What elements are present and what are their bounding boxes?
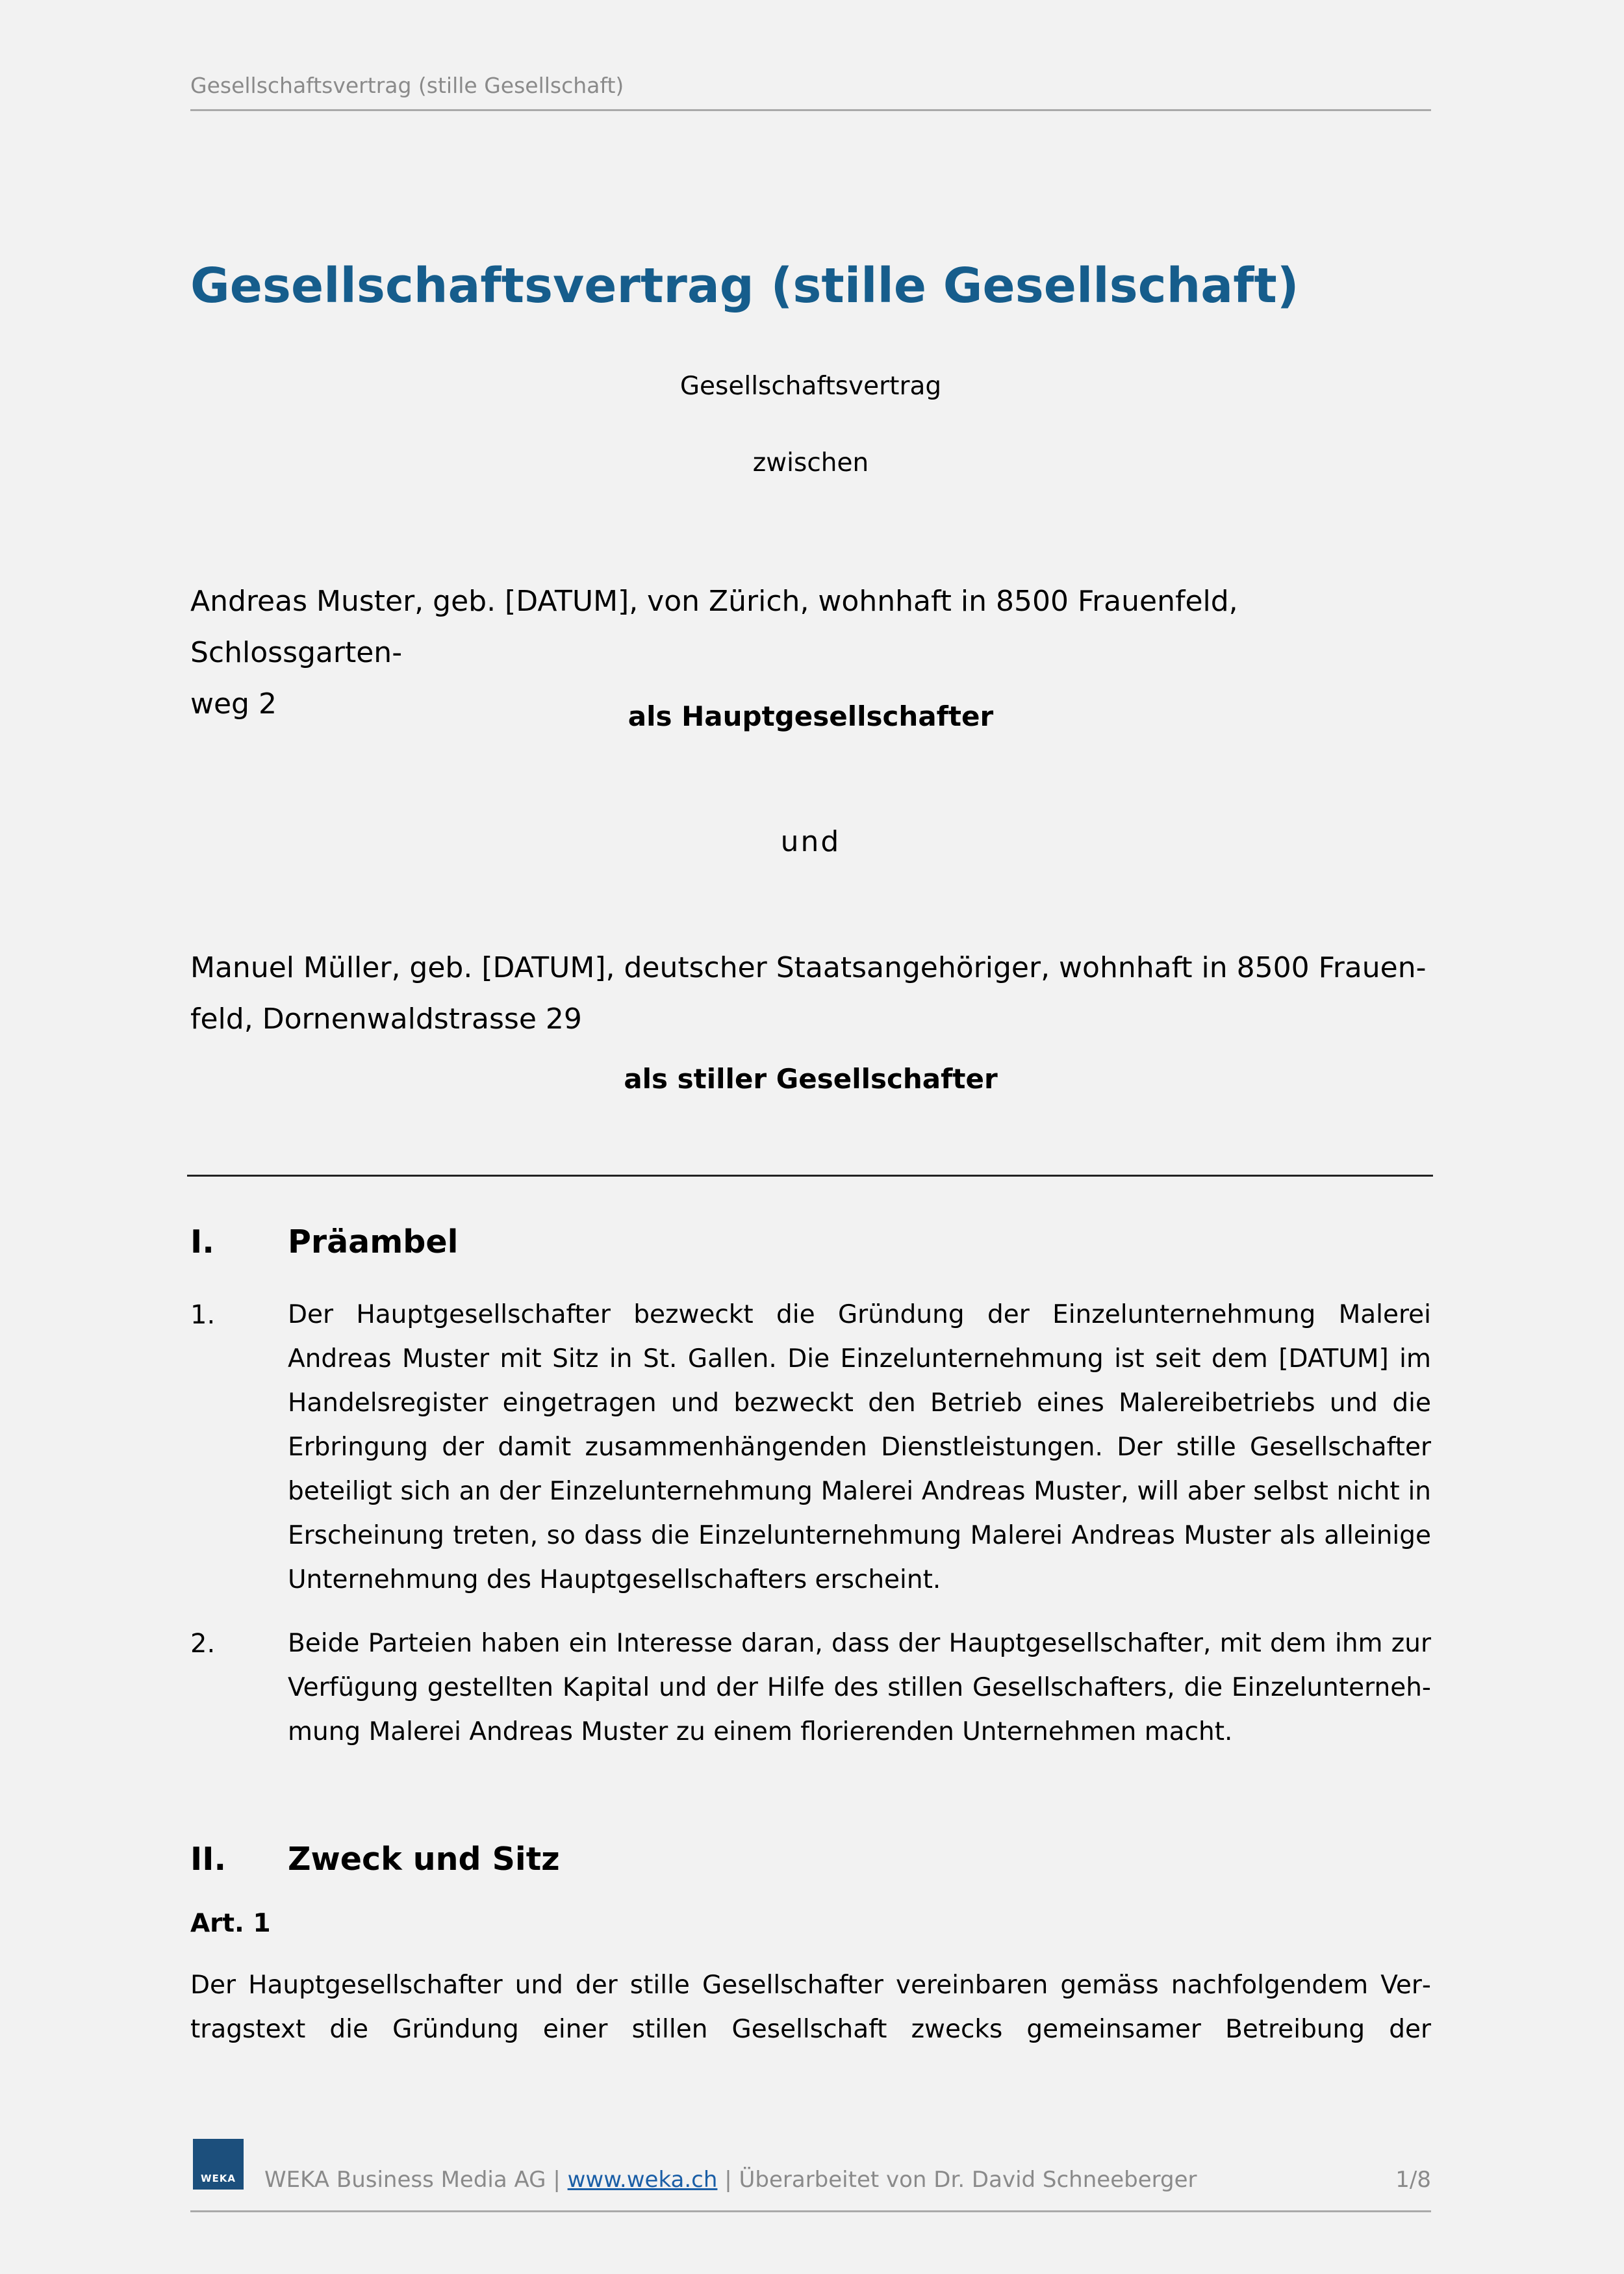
contract-subtitle: Gesellschaftsvertrag: [679, 372, 942, 401]
party1-line1: Andreas Muster, geb. [DATUM], von Zürich, wohnhaft in 8500 Frauenfeld, Schlossgarten-: [190, 585, 1238, 669]
section-heading-purpose: [190, 1841, 560, 1879]
section-number: I.: [190, 1223, 214, 1260]
section-number: II.: [190, 1841, 227, 1878]
party2-line1: Manuel Müller, geb. [DATUM], deutscher Staatsangehöriger, wohnhaft in 8500 Frauen-: [190, 951, 1427, 984]
footer-website-link[interactable]: www.weka.ch: [567, 2167, 718, 2193]
page-number: 1/8: [1395, 2167, 1431, 2193]
party2-details: [190, 942, 1431, 1045]
article-label: Art. 1: [190, 1909, 271, 1938]
party2-role: als stiller Gesellschafter: [624, 1063, 998, 1095]
header-divider: [190, 109, 1431, 111]
running-header: Gesellschaftsvertrag (stille Gesellschaft): [190, 73, 624, 98]
weka-logo-text: WEKA: [200, 2173, 236, 2184]
list-item-text: Beide Parteien haben ein Interesse daran, dass der Hauptgesellschafter, mit dem ihm zur Verfügung gestellten Kapital und der Hilfe des stillen Gesellschafters, die Einzelunternehmung Malerei Andreas Muster zu einem florierenden Unternehmen macht.: [288, 1629, 1431, 1746]
section-title: Zweck und Sitz: [288, 1841, 560, 1878]
list-item-text: Der Hauptgesellschafter bezweckt die Gründung der Einzelunternehmung Malerei Andreas Muster mit Sitz in St. Gallen. Die Einzelunternehmung ist seit dem [DATUM] im Handelsregister eingetragen und bezweckt den Betrieb eines Malereibetriebs und die Erbringung der damit zusammenhängenden Dienstleistungen. Der stille Gesellschafter beteiligt sich an der Einzelunternehmung Malerei Andreas Muster, will aber selbst nicht in Erscheinung treten, so dass die Einzelunternehmung Malerei Andreas Muster als alleinige Unternehmung des Hauptgesellschafters erscheint.: [288, 1300, 1431, 1594]
list-item-number: 2.: [190, 1629, 216, 1659]
section-divider: [187, 1175, 1433, 1177]
footer-divider: [190, 2210, 1431, 2212]
section-title: Präambel: [288, 1223, 459, 1260]
footer-publisher: WEKA Business Media AG |: [264, 2167, 568, 2193]
party1-line2: weg 2: [190, 687, 277, 721]
weka-logo: [193, 2139, 244, 2190]
party2-line2: feld, Dornenwaldstrasse 29: [190, 1003, 582, 1036]
between-label: zwischen: [752, 448, 869, 478]
section-heading-preamble: [190, 1223, 458, 1262]
list-item-number: 1.: [190, 1300, 216, 1330]
article-text: Der Hauptgesellschafter und der stille Gesellschafter vereinbaren gemäss nachfolgendem Vertragstext die Gründung einer stillen Gesellschaft zwecks gemeinsamer Betreibung der: [190, 1971, 1431, 2044]
party1-role: als Hauptgesellschafter: [628, 700, 994, 732]
document-title: Gesellschaftsvertrag (stille Gesellschaft): [190, 258, 1299, 314]
footer-revised-by: | Überarbeitet von Dr. David Schneeberger: [717, 2167, 1197, 2193]
footer-info: [264, 2167, 1197, 2193]
and-label: und: [780, 825, 841, 858]
